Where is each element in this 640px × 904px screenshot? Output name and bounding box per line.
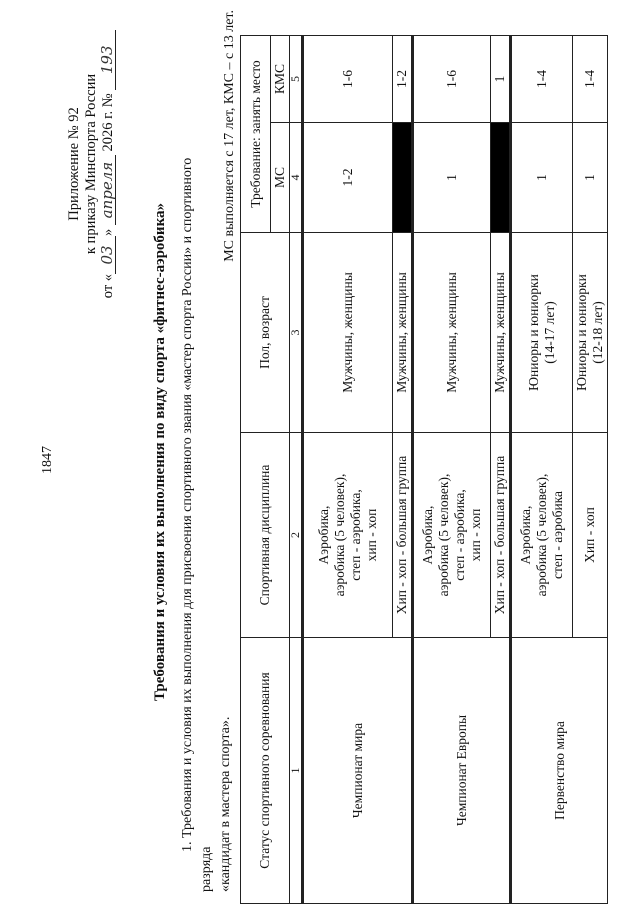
header-status: Статус спортивного соревнования	[241, 638, 290, 904]
header-discipline: Спортивная дисциплина	[241, 433, 290, 638]
discipline-line: Аэробика,	[316, 505, 331, 565]
discipline-line: хип - хоп	[364, 508, 379, 562]
intro-line-1: 1. Требования и условия их выполнения для присвоения спортивного звания «мастер спорта России» и спортивного разряда	[180, 157, 214, 892]
annex-order: к приказу Минспорта России	[83, 73, 99, 255]
header-kms: КМС	[271, 36, 290, 123]
page-number: 1847	[40, 446, 55, 474]
discipline-cell	[511, 433, 573, 638]
ms-cell: 1	[413, 123, 491, 233]
handwritten-month: апреля	[100, 155, 116, 225]
handwritten-number: 193	[100, 30, 116, 90]
status-cell: Чемпионат Европы	[413, 638, 511, 904]
gender-cell	[511, 233, 573, 433]
kms-cell: 1	[491, 36, 511, 123]
gender-cell: Мужчины, женщины	[491, 233, 511, 433]
col-number: 2	[290, 433, 303, 638]
age-note: МС выполняется с 17 лет, КМС – с 13 лет.	[222, 10, 237, 262]
ms-cell: 1	[573, 123, 608, 233]
gender-cell: Мужчины, женщины	[393, 233, 413, 433]
kms-cell: 1-2	[393, 36, 413, 123]
annex-title: Приложение № 92	[66, 107, 82, 221]
annex-date-line: от «03» апреля 2026 г. № 193	[100, 24, 117, 304]
document-title: Требования и условия их выполнения по виду спорта «фитнес-аэробика»	[152, 203, 168, 701]
annex-block	[66, 24, 117, 304]
gender-line: (14-17 лет)	[542, 301, 557, 364]
ms-cell: 1	[511, 123, 573, 233]
discipline-cell	[303, 433, 393, 638]
discipline-line: аэробика (5 человек),	[332, 473, 347, 597]
discipline-line: степ - аэробика,	[348, 489, 363, 581]
status-cell: Первенство мира	[511, 638, 608, 904]
gender-line: Юниоры и юниорки	[574, 274, 589, 391]
col-number: 5	[290, 36, 303, 123]
handwritten-day: 03	[100, 236, 116, 274]
discipline-cell	[413, 433, 491, 638]
discipline-line: аэробика (5 человек),	[436, 473, 451, 597]
blacked-out-cell	[393, 123, 413, 233]
kms-cell: 1-4	[573, 36, 608, 123]
kms-cell: 1-6	[413, 36, 491, 123]
gender-cell: Мужчины, женщины	[413, 233, 491, 433]
ms-cell: 1-2	[303, 123, 393, 233]
col-number: 3	[290, 233, 303, 433]
annex-year: 2026 г.	[100, 110, 116, 152]
discipline-cell: Хип - хоп - большая группа	[491, 433, 511, 638]
header-requirement: Требование: занять место	[241, 36, 271, 233]
kms-cell: 1-6	[303, 36, 393, 123]
kms-cell: 1-4	[511, 36, 573, 123]
discipline-line: Аэробика,	[420, 505, 435, 565]
header-gender-age: Пол, возраст	[241, 233, 290, 433]
col-number: 1	[290, 638, 303, 904]
gender-line: Юниоры и юниорки	[526, 274, 541, 391]
discipline-cell: Хип - хоп - большая группа	[393, 433, 413, 638]
discipline-cell: Хип - хоп	[573, 433, 608, 638]
annex-number-label: №	[100, 93, 116, 108]
gender-cell: Мужчины, женщины	[303, 233, 393, 433]
intro-paragraph	[178, 152, 235, 892]
discipline-line: хип - хоп	[468, 508, 483, 562]
blacked-out-cell	[491, 123, 511, 233]
intro-line-2: «кандидат в мастера спорта».	[218, 716, 233, 892]
gender-line: (12-18 лет)	[590, 301, 605, 364]
discipline-line: степ - аэробика	[550, 490, 565, 580]
col-number: 4	[290, 123, 303, 233]
gender-cell	[573, 233, 608, 433]
discipline-line: степ - аэробика,	[452, 489, 467, 581]
discipline-line: Аэробика,	[518, 505, 533, 565]
header-ms: МС	[271, 123, 290, 233]
status-cell: Чемпионат мира	[303, 638, 413, 904]
discipline-line: аэробика (5 человек),	[534, 473, 549, 597]
annex-from-label: от	[100, 284, 116, 299]
requirements-table	[240, 35, 608, 904]
